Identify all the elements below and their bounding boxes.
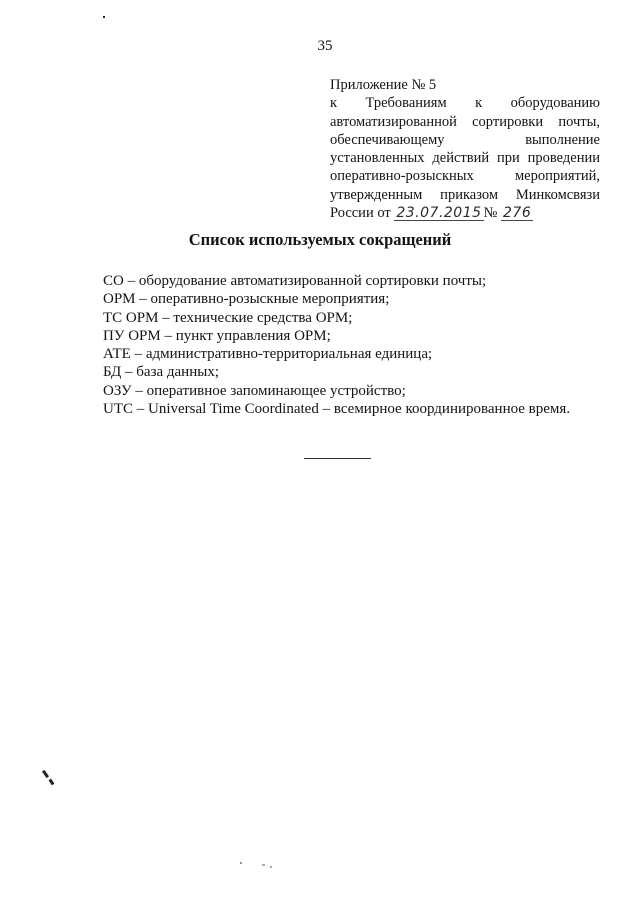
abbreviation-item: ПУ ОРМ – пункт управления ОРМ; — [103, 327, 331, 344]
scan-speck — [270, 866, 272, 868]
abbreviation-item: АТЕ – административно-территориальная единица; — [103, 346, 433, 363]
appendix-heading: Приложение № 5 — [330, 77, 437, 93]
abbreviation-item: БД – база данных; — [103, 364, 219, 381]
abbreviation-item: ОЗУ – оперативное запоминающее устройство; — [103, 382, 406, 399]
number-prefix: № — [483, 205, 498, 222]
abbreviation-list — [103, 272, 623, 418]
scan-speck — [103, 16, 105, 18]
scan-speck — [49, 779, 55, 786]
appendix-line: обеспечивающему выполнение — [330, 131, 600, 148]
appendix-block — [330, 76, 600, 222]
page-number: 35 — [317, 38, 333, 54]
scan-speck — [240, 862, 242, 864]
scan-speck — [42, 770, 49, 778]
date-prefix: России от — [330, 205, 391, 222]
appendix-line: оперативно-розыскных мероприятий, — [330, 168, 600, 185]
handwritten-number: 276 — [503, 205, 532, 222]
abbreviation-item: UTC – Universal Time Coordinated – всемирное координированное время. — [103, 401, 571, 418]
abbreviation-item: СО – оборудование автоматизированной сортировки почты; — [103, 273, 487, 289]
section-title: Список используемых сокращений — [188, 230, 452, 249]
appendix-line: к Требованиям к оборудованию — [330, 95, 600, 112]
handwritten-date: 23.07.2015 — [396, 205, 482, 222]
appendix-line: установленных действий при проведении — [330, 150, 600, 167]
abbreviation-item: ТС ОРМ – технические средства ОРМ; — [103, 309, 353, 326]
abbreviation-item: ОРМ – оперативно-розыскные мероприятия; — [103, 291, 390, 308]
appendix-line: автоматизированной сортировки почты, — [330, 113, 600, 130]
appendix-date-line — [330, 204, 600, 222]
scan-speck — [262, 864, 265, 866]
appendix-line: утвержденным приказом Минкомсвязи — [330, 186, 600, 203]
closing-rule — [304, 458, 371, 459]
